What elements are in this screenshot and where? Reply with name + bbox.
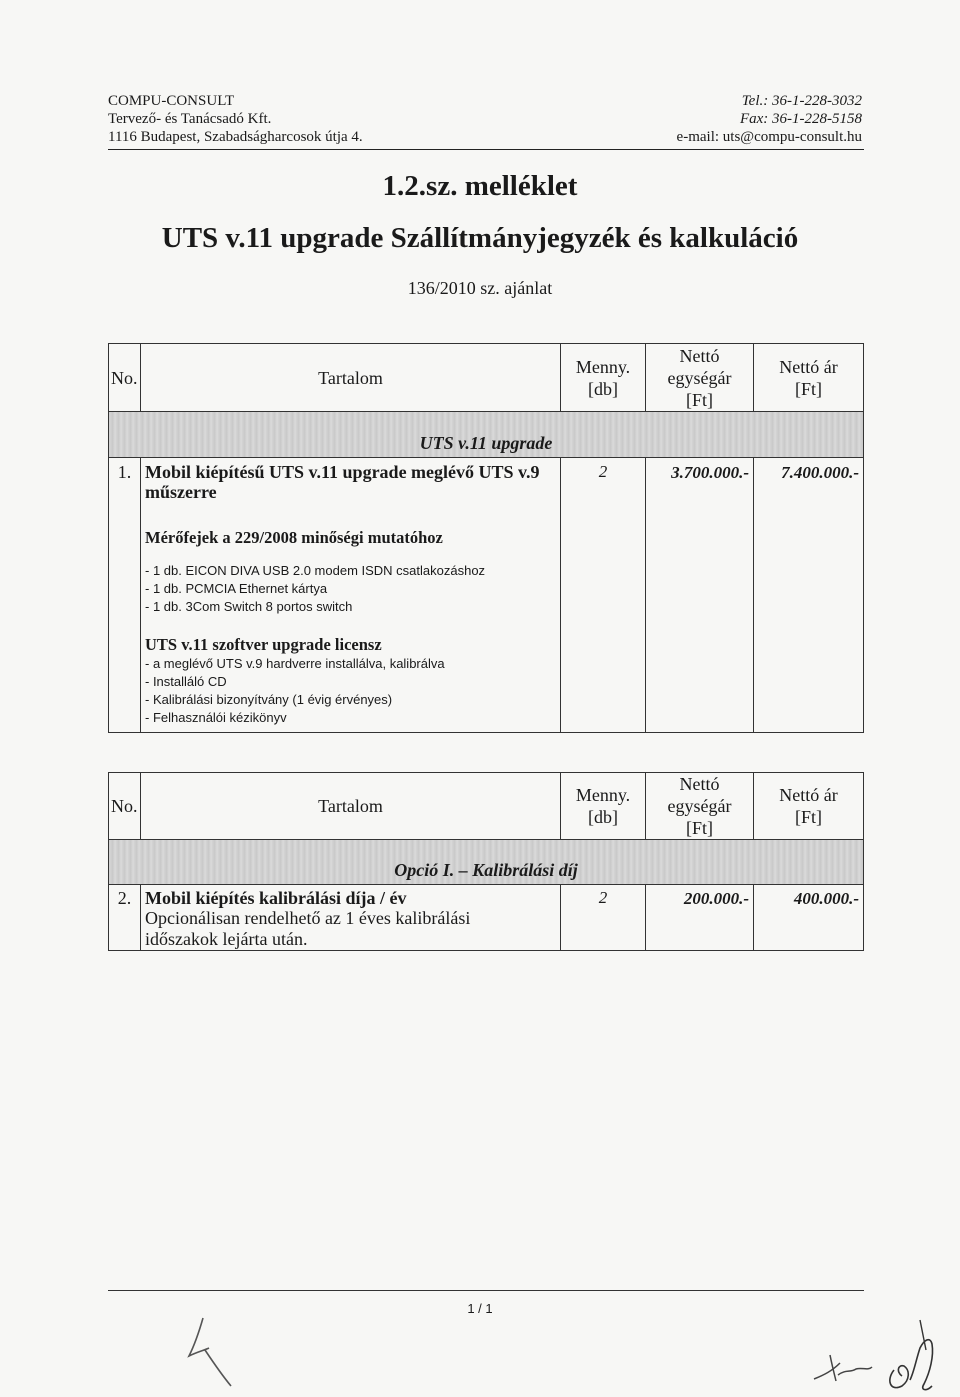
sub-section-list — [145, 655, 560, 727]
page-number: 1 / 1 — [467, 1301, 493, 1316]
item-total: 400.000.- — [754, 885, 864, 951]
document-title: UTS v.11 upgrade Szállítmányjegyzék és kalkuláció — [161, 222, 799, 254]
calculation-table-1 — [108, 343, 864, 733]
email-address: e-mail: uts@compu-consult.hu — [676, 129, 862, 145]
table-header-row — [109, 773, 864, 840]
col-header-unit-l3: [Ft] — [686, 389, 713, 410]
section-row — [109, 840, 864, 885]
list-item: - Felhasználói kézikönyv — [145, 710, 287, 725]
signature-initials — [810, 1345, 880, 1385]
company-address: 1116 Budapest, Szabadságharcosok útja 4. — [108, 129, 363, 145]
col-header-total-l1: Nettó ár — [779, 356, 838, 377]
item-title-line2: műszerre — [145, 482, 217, 502]
company-subtitle: Tervező- és Tanácsadó Kft. — [108, 111, 272, 127]
list-item: - Kalibrálási bizonyítvány (1 évig érvényes) — [145, 692, 393, 707]
company-block — [108, 92, 363, 146]
phone-number: Tel.: 36-1-228-3032 — [741, 93, 862, 109]
col-header-unit-l2: egységár — [667, 367, 732, 388]
col-header-total-l2: [Ft] — [795, 378, 822, 399]
col-header-total-l1: Nettó ár — [779, 785, 838, 805]
item-qty: 2 — [561, 885, 646, 951]
list-item: - 1 db. 3Com Switch 8 portos switch — [145, 599, 353, 614]
company-name: COMPU-CONSULT — [108, 93, 235, 109]
col-header-unit-l2: egységár — [667, 796, 732, 816]
item-desc-line2: időszakok lejárta után. — [145, 929, 308, 949]
offer-number: 136/2010 sz. ajánlat — [407, 278, 553, 298]
sub-section-title: Mérőfejek a 229/2008 minőségi mutatóhoz — [145, 528, 443, 547]
item-unit-price: 3.700.000.- — [646, 458, 754, 733]
col-header-qty-l1: Menny. — [575, 356, 631, 377]
section-label: Opció I. – Kalibrálási díj — [394, 860, 578, 880]
col-header-no: No. — [109, 344, 141, 412]
item-content — [141, 885, 561, 951]
table-row — [109, 885, 864, 951]
footer-divider — [108, 1290, 864, 1291]
section-row — [109, 412, 864, 458]
col-header-no: No. — [109, 773, 141, 840]
list-item: - 1 db. EICON DIVA USB 2.0 modem ISDN csatlakozáshoz — [145, 563, 486, 578]
col-header-content: Tartalom — [141, 344, 561, 412]
header-divider — [108, 149, 864, 150]
calculation-table-2 — [108, 772, 864, 951]
col-header-qty — [561, 773, 646, 840]
list-item: - 1 db. PCMCIA Ethernet kártya — [145, 581, 328, 596]
section-label: UTS v.11 upgrade — [419, 433, 553, 453]
section-title — [109, 412, 864, 458]
item-title — [145, 462, 560, 502]
col-header-qty-l2: [db] — [588, 807, 618, 827]
col-header-unit-price — [646, 773, 754, 840]
table-header-row — [109, 344, 864, 412]
item-title-line1: Mobil kiépítésű UTS v.11 upgrade meglévő UTS v.9 — [145, 462, 540, 482]
signature — [880, 1300, 950, 1395]
col-header-qty-l1: Menny. — [575, 785, 631, 805]
sub-section-title: UTS v.11 szoftver upgrade licensz — [145, 635, 382, 654]
item-description — [145, 908, 560, 950]
annex-title: 1.2.sz. melléklet — [382, 170, 578, 202]
col-header-unit-l3: [Ft] — [686, 818, 713, 838]
item-total: 7.400.000.- — [754, 458, 864, 733]
col-header-total — [754, 344, 864, 412]
list-item: - Installáló CD — [145, 674, 227, 689]
col-header-qty — [561, 344, 646, 412]
item-no: 1. — [109, 458, 141, 733]
item-no: 2. — [109, 885, 141, 951]
fax-number: Fax: 36-1-228-5158 — [739, 111, 862, 127]
item-desc-line1: Opcionálisan rendelhető az 1 éves kalibrálási — [145, 908, 471, 928]
col-header-total — [754, 773, 864, 840]
section-title — [109, 840, 864, 885]
item-content — [141, 458, 561, 733]
handwritten-mark — [175, 1310, 245, 1390]
table-row — [109, 458, 864, 733]
col-header-content: Tartalom — [141, 773, 561, 840]
item-unit-price: 200.000.- — [646, 885, 754, 951]
col-header-total-l2: [Ft] — [795, 807, 822, 827]
col-header-qty-l2: [db] — [588, 378, 618, 399]
item-qty: 2 — [561, 458, 646, 733]
item-title: Mobil kiépítés kalibrálási díja / év — [145, 888, 407, 908]
col-header-unit-l1: Nettó — [679, 345, 720, 366]
sub-section-list — [145, 562, 560, 616]
list-item: - a meglévő UTS v.9 hardverre installálva, kalibrálva — [145, 656, 445, 671]
col-header-unit-price — [646, 344, 754, 412]
col-header-unit-l1: Nettó — [679, 774, 720, 794]
contact-block — [677, 92, 862, 146]
